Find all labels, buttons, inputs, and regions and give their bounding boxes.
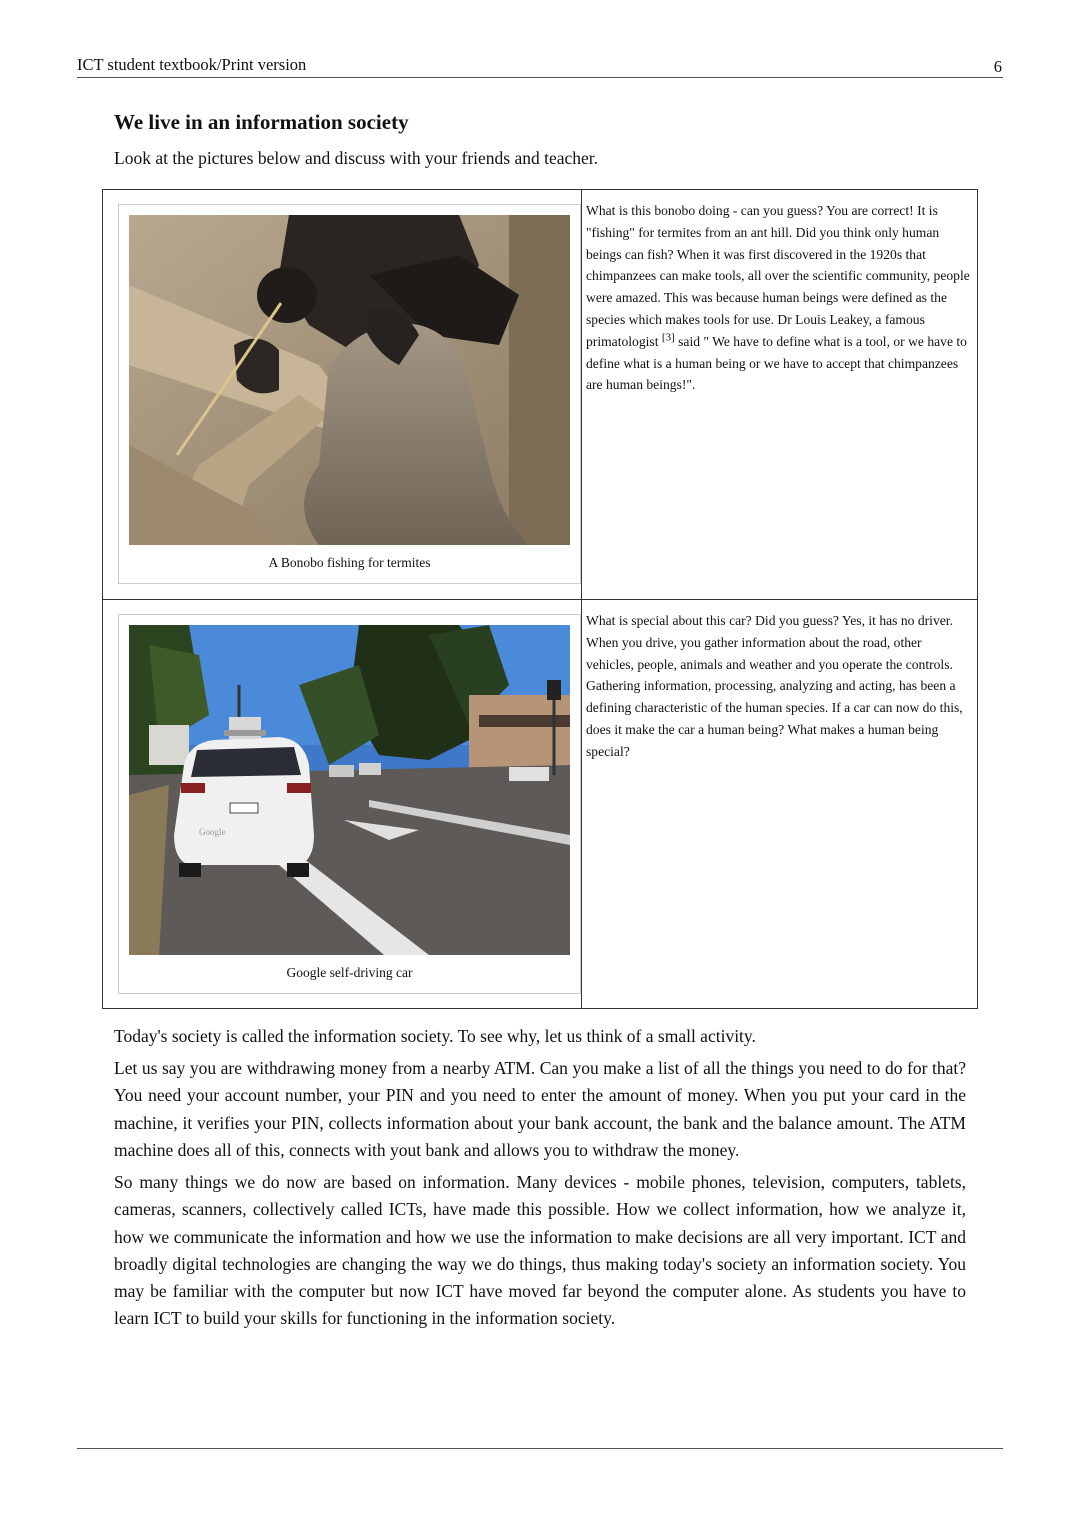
figure-image-cell	[103, 600, 582, 1009]
figure-row-bonobo	[103, 190, 978, 600]
figure-image-cell	[103, 190, 582, 600]
car-photo-illustration	[129, 625, 570, 955]
section-heading: We live in an information society	[114, 110, 409, 134]
section-intro: Look at the pictures below and discuss with your friends and teacher.	[114, 148, 599, 168]
bonobo-text-part1: What is this bonobo doing - can you guess? You are correct! It is "fishing" for termites from an ant hill. Did you think only human beings can fish? When it was first discovered in the 1920s that chimpanzees can make tools, all over the scientific community, people were amazed. This was because human beings were defined as the species which makes tools for use. Dr Louis Leakey, a famous primatologist	[586, 203, 970, 349]
bonobo-text-part2: said " We have to define what is a tool, or we have to define what is a human being or we have to accept that chimpanzees are human beings!".	[586, 333, 967, 393]
footer-rule	[77, 1448, 1003, 1449]
figure-description: What is special about this car? Did you guess? Yes, it has no driver. When you drive, you gather information about the road, other vehicles, people, animals and weather and you operate the controls. Gathering information, processing, analyzing and acting, has been a defining characteristic of the human species. If a car can now do this, does it make the car a human being? What makes a human being special?	[582, 600, 978, 1009]
figure-table	[102, 189, 978, 1009]
car-badge: Google	[199, 827, 226, 837]
bonobo-photo	[129, 215, 570, 545]
page-number: 6	[993, 57, 1002, 76]
self-driving-car-photo	[129, 625, 570, 955]
bonobo-photo-illustration	[129, 215, 570, 545]
running-title: ICT student textbook/Print version	[77, 55, 307, 74]
figure-caption: A Bonobo fishing for termites	[268, 555, 431, 570]
body-paragraph: Today's society is called the information society. To see why, let us think of a small activity.	[114, 1026, 756, 1046]
running-header	[77, 53, 1003, 78]
figure-description	[582, 190, 978, 600]
figure-row-car	[103, 600, 978, 1009]
body-paragraph: So many things we do now are based on information. Many devices - mobile phones, television, computers, tablets, cameras, scanners, collectively called ICTs, have made this possible. How we collect information, how we analyze it, how we communicate the information and how we use the information to make decisions are all very important. ICT and broadly digital technologies are changing the way we do things, thus making today's society an information society. You may be familiar with the computer but now ICT have moved far beyond the computer alone. As students you have to learn ICT to build your skills for functioning in the information society.	[114, 1172, 966, 1329]
figure-caption: Google self-driving car	[286, 965, 413, 980]
figure-thumbnail-bonobo[interactable]	[118, 204, 581, 584]
body-paragraph: Let us say you are withdrawing money from a nearby ATM. Can you make a list of all the things you need to do for that? You need your account number, your PIN and you need to enter the amount of money. When you put your card in the machine, it verifies your PIN, collects information about your bank account, the bank and the balance amount. The ATM machine does all of this, connects with yout bank and allows you to withdraw the money.	[114, 1058, 966, 1160]
figure-thumbnail-car[interactable]	[118, 614, 581, 994]
citation-link[interactable]: [3]	[661, 331, 675, 344]
